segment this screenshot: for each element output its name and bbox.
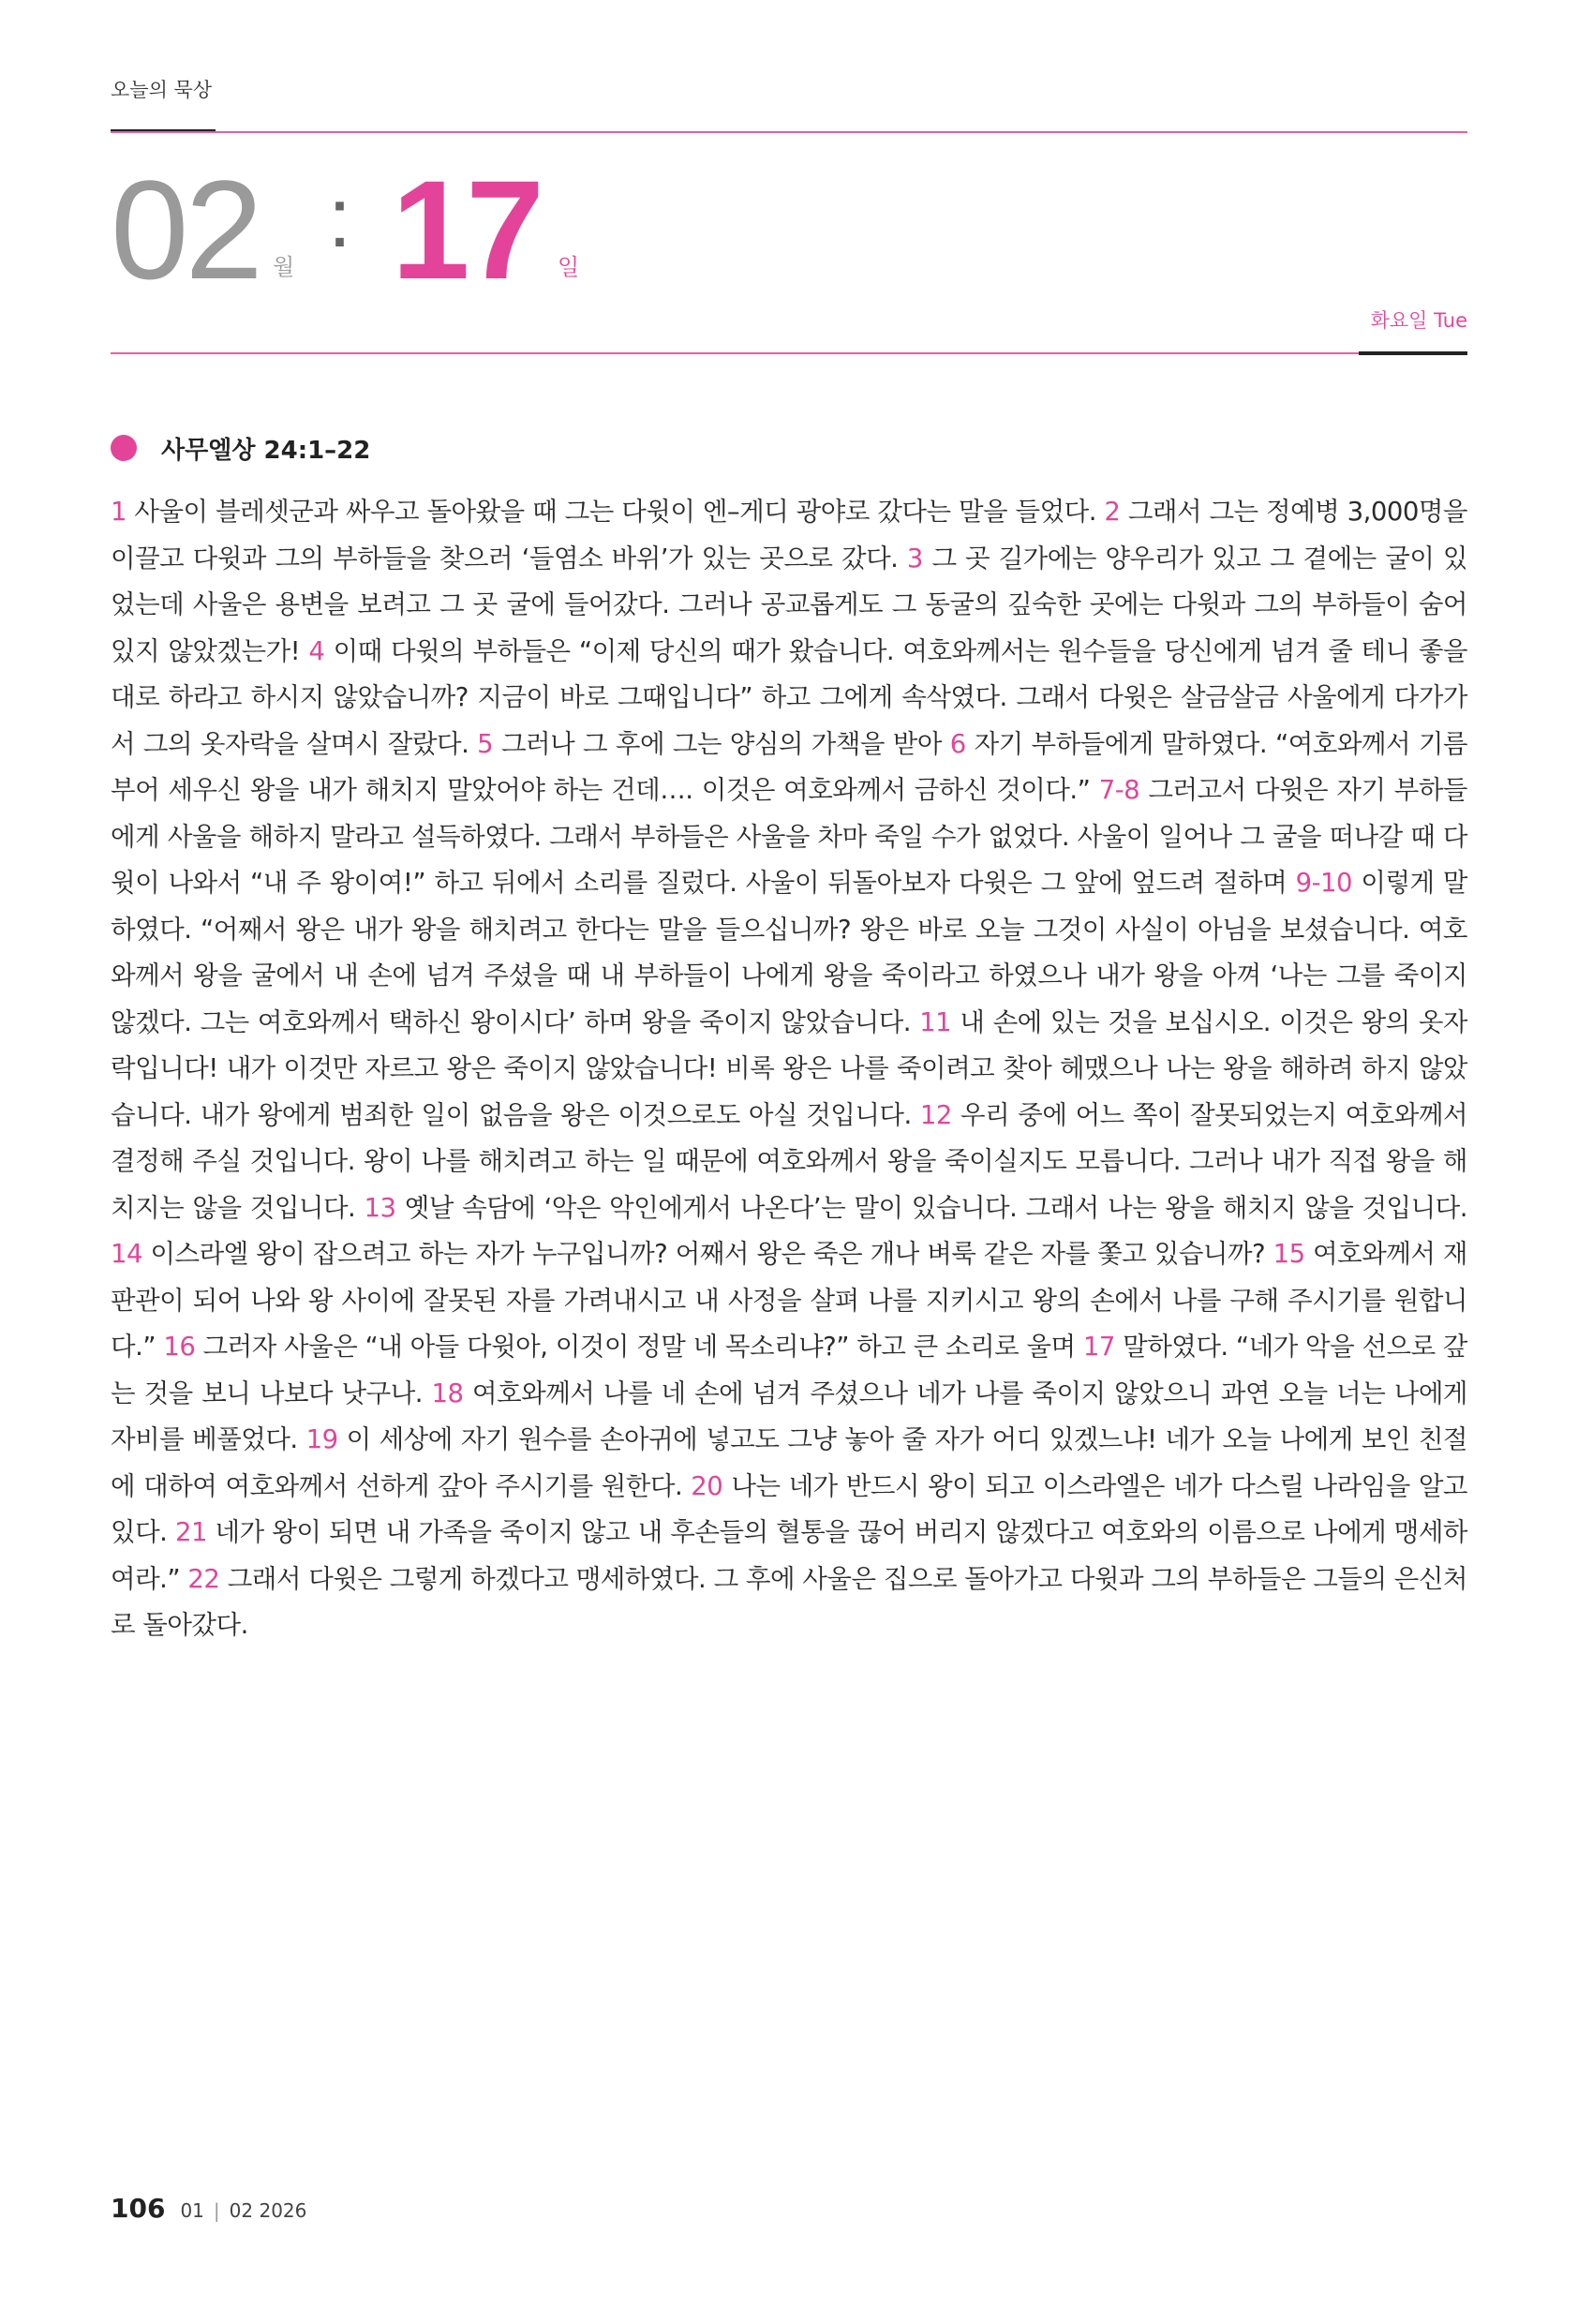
verse-text: 그러고서 다윗은 자기 부하들에게 사울을 해하지 말라고 설득하였다. 그래서 부하들은 사울을 차마 죽일 수가 없었다. 사울이 일어나 그 굴을 떠나갈 때 다윗이 나와서 “내 주 왕이여!” 하고 뒤에서 소리를 질렀다. 사울이 뒤돌아보자 다윗은 그 앞에 엎드려 절하며 [111, 775, 1467, 898]
page-number: 106 [111, 2193, 166, 2224]
verse-text: 옛날 속담에 ‘악은 악인에게서 나온다’는 말이 있습니다. 그래서 나는 왕을 해치지 않을 것입니다. [395, 1192, 1467, 1223]
verse-text: 여호와께서 재판관이 되어 나와 왕 사이에 잘못된 자를 가려내시고 내 사정을 살펴 나를 지키시고 왕의 손에서 나를 구해 주시기를 원합니다.” [111, 1239, 1467, 1362]
verse-number: 18 [431, 1378, 464, 1408]
verse-text: 나는 네가 반드시 왕이 되고 이스라엘은 네가 다스릴 나라임을 알고 있다. [111, 1470, 1467, 1547]
verse-number: 14 [111, 1239, 142, 1269]
page-footer [111, 2193, 306, 2230]
day-number: 17 [392, 151, 541, 308]
verse-text: 내 손에 있는 것을 보십시오. 이것은 왕의 옷자락입니다! 내가 이것만 자르고 왕은 죽이지 않았습니다! 비록 왕은 나를 죽이려고 찾아 헤맸으나 나는 왕을 해하려 하지 않았습니다. 내가 왕에게 범죄한 일이 없음을 왕은 이것으로도 아실 것입니다. [111, 1006, 1467, 1130]
day-unit: 일 [558, 254, 580, 280]
verse-number: 15 [1273, 1239, 1305, 1269]
verse-text: 우리 중에 어느 쪽이 잘못되었는지 여호와께서 결정해 주실 것입니다. 왕이 나를 해치려고 하는 일 때문에 여호와께서 왕을 죽이실지도 모릅니다. 그러나 내가 직접 왕을 해치지는 않을 것입니다. [111, 1099, 1468, 1223]
verse-number: 17 [1082, 1332, 1115, 1362]
verse-number: 6 [949, 728, 966, 759]
passage-reference: 사무엘상 24:1–22 [161, 436, 371, 465]
verse-text: 이때 다윗의 부하들은 “이제 당신의 때가 왔습니다. 여호와께서는 원수들을 당신에게 넘겨 줄 테니 좋을 대로 하라고 하시지 않았습니까? 지금이 바로 그때입니다” 하고 그에게 속삭였다. 그래서 다윗은 살금살금 사울에게 다가가서 그의 옷자락을 살며시 잘랐다. [111, 635, 1467, 759]
verse-number: 22 [187, 1563, 220, 1594]
top-divider [111, 131, 1467, 133]
verse-text: 여호와께서 나를 네 손에 넘겨 주셨으나 네가 나를 죽이지 않았으니 과연 오늘 너는 나에게 자비를 베풀었다. [111, 1378, 1467, 1454]
verse-number: 9-10 [1295, 868, 1353, 898]
verse-text: 이렇게 말하였다. “어째서 왕은 내가 왕을 해치려고 한다는 말을 들으십니까? 왕은 바로 오늘 그것이 사실이 아님을 보셨습니다. 여호와께서 왕을 굴에서 내 손에 넘겨 주셨을 때 내 부하들이 나에게 왕을 죽이라고 하였으나 내가 왕을 아껴 ‘나는 그를 죽이지 않겠다. 그는 여호와께서 택하신 왕이시다’ 하며 왕을 죽이지 않았습니다. [111, 868, 1467, 1037]
verse-text: 그 곳 길가에는 양우리가 있고 그 곁에는 굴이 있었는데 사울은 용변을 보려고 그 곳 굴에 들어갔다. 그러나 공교롭게도 그 동굴의 깊숙한 곳에는 다윗과 그의 부하들이 숨어 있지 않았겠는가! [111, 543, 1467, 666]
bullet-dot-icon [111, 435, 137, 461]
weekday-underline [1359, 351, 1467, 355]
verse-text: 네가 왕이 되면 내 가족을 죽이지 않고 내 후손들의 혈통을 끊어 버리지 않겠다고 여호와의 이름으로 나에게 맹세하여라.” [111, 1517, 1467, 1594]
verse-number: 3 [906, 543, 923, 574]
month-number: 02 [111, 151, 260, 308]
verse-number: 16 [163, 1332, 196, 1362]
verse-text: 자기 부하들에게 말하였다. “여호와께서 기름 부어 세우신 왕을 내가 해치지 말았어야 하는 건데…. 이것은 여호와께서 금하신 것이다.” [111, 728, 1467, 805]
section-label: 오늘의 묵상 [111, 79, 213, 101]
verse-text: 그래서 그는 정예병 3,000명을 이끌고 다윗과 그의 부하들을 찾으러 ‘들염소 바위’가 있는 곳으로 갔다. [111, 497, 1467, 574]
verse-number: 4 [308, 635, 325, 666]
verse-number: 19 [305, 1424, 338, 1454]
verse-number: 5 [477, 728, 494, 759]
issue-month: 01 [180, 2199, 204, 2222]
verse-text: 그래서 다윗은 그렇게 하겠다고 맹세하였다. 그 후에 사울은 집으로 돌아가고 다윗과 그의 부하들은 그들의 은신처로 돌아갔다. [111, 1563, 1467, 1640]
verse-number: 7-8 [1098, 775, 1140, 805]
weekday-label: 화요일 Tue [1370, 309, 1467, 332]
verse-text: 말하였다. “네가 악을 선으로 갚는 것을 보니 나보다 낫구나. [111, 1332, 1467, 1408]
month-unit: 월 [273, 254, 295, 280]
date-separator: : [328, 171, 352, 265]
verse-number: 2 [1104, 497, 1121, 527]
verse-text: 그러자 사울은 “내 아들 다윗아, 이것이 정말 네 목소리냐?” 하고 큰 소리로 울며 [195, 1332, 1083, 1362]
verse-number: 13 [364, 1192, 396, 1223]
verse-number: 20 [691, 1470, 723, 1501]
verse-number: 21 [174, 1517, 207, 1547]
verse-number: 11 [919, 1006, 952, 1037]
issue-date: 02 2026 [229, 2199, 307, 2222]
verse-text: 그러나 그 후에 그는 양심의 가책을 받아 [493, 728, 950, 759]
passage-body [111, 489, 1467, 1649]
verse-text: 사울이 블레셋군과 싸우고 돌아왔을 때 그는 다윗이 엔–게디 광야로 갔다는 말을 들었다. [127, 497, 1105, 527]
verse-text: 이 세상에 자기 원수를 손아귀에 넣고도 그냥 놓아 줄 자가 어디 있겠느냐! 네가 오늘 나에게 보인 친절에 대하여 여호와께서 선하게 갚아 주시기를 원한다. [111, 1424, 1467, 1501]
header-divider [111, 352, 1467, 354]
verse-number: 1 [111, 497, 127, 527]
passage-heading [111, 429, 370, 467]
verse-text: 이스라엘 왕이 잡으려고 하는 자가 누구입니까? 어째서 왕은 죽은 개나 벼룩 같은 자를 쫓고 있습니까? [142, 1239, 1273, 1269]
verse-number: 12 [919, 1099, 952, 1130]
issue-separator: | [213, 2199, 220, 2222]
